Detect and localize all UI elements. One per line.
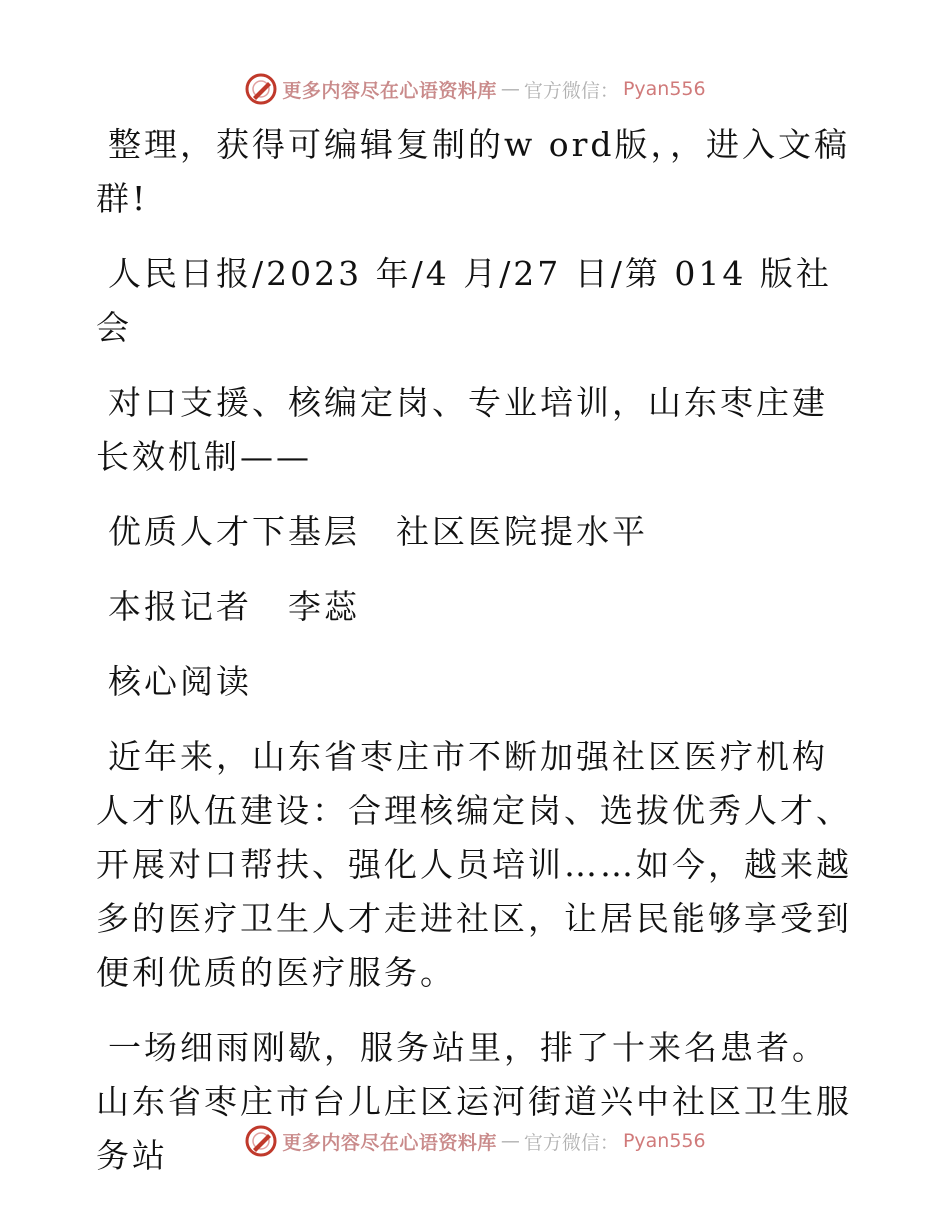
watermark-contact-label: 官方微信： <box>523 1131 619 1154</box>
article-subheadline: 对口支援、核编定岗、专业培训，山东枣庄建长效机制—— <box>96 383 828 476</box>
footer-watermark <box>0 1124 950 1158</box>
watermark-handle: Pyan556 <box>622 78 706 100</box>
byline: 本报记者 李蕊 <box>108 587 360 626</box>
pen-circle-logo-icon <box>244 1124 278 1158</box>
watermark-contact-label: 官方微信： <box>523 79 619 102</box>
watermark-brand: 更多内容尽在心语资料库 <box>282 1131 497 1154</box>
article-body <box>96 118 856 1204</box>
watermark-brand: 更多内容尽在心语资料库 <box>282 79 497 102</box>
watermark-separator: — <box>500 78 520 100</box>
intro-note: 整理，获得可编辑复制的w ord版，，进入文稿群! <box>96 125 851 218</box>
pen-circle-logo-icon <box>244 72 278 106</box>
summary-paragraph: 近年来，山东省枣庄市不断加强社区医疗机构人才队伍建设：合理核编定岗、选拔优秀人才、开展对口帮扶、强化人员培训……如今，越来越多的医疗卫生人才走进社区，让居民能够享受到便利优质的医疗服务。 <box>96 737 852 992</box>
body-paragraph: 一场细雨刚歇，服务站里，排了十来名患者。山东省枣庄市台儿庄区运河街道兴中社区卫生服务站 <box>96 1028 852 1175</box>
watermark-separator: — <box>500 1130 520 1152</box>
section-label: 核心阅读 <box>108 662 252 701</box>
publication-line: 人民日报/2023 年/4 月/27 日/第 014 版社会 <box>96 254 832 347</box>
header-watermark <box>0 72 950 106</box>
article-headline: 优质人才下基层 社区医院提水平 <box>108 512 648 551</box>
watermark-handle: Pyan556 <box>622 1130 706 1152</box>
